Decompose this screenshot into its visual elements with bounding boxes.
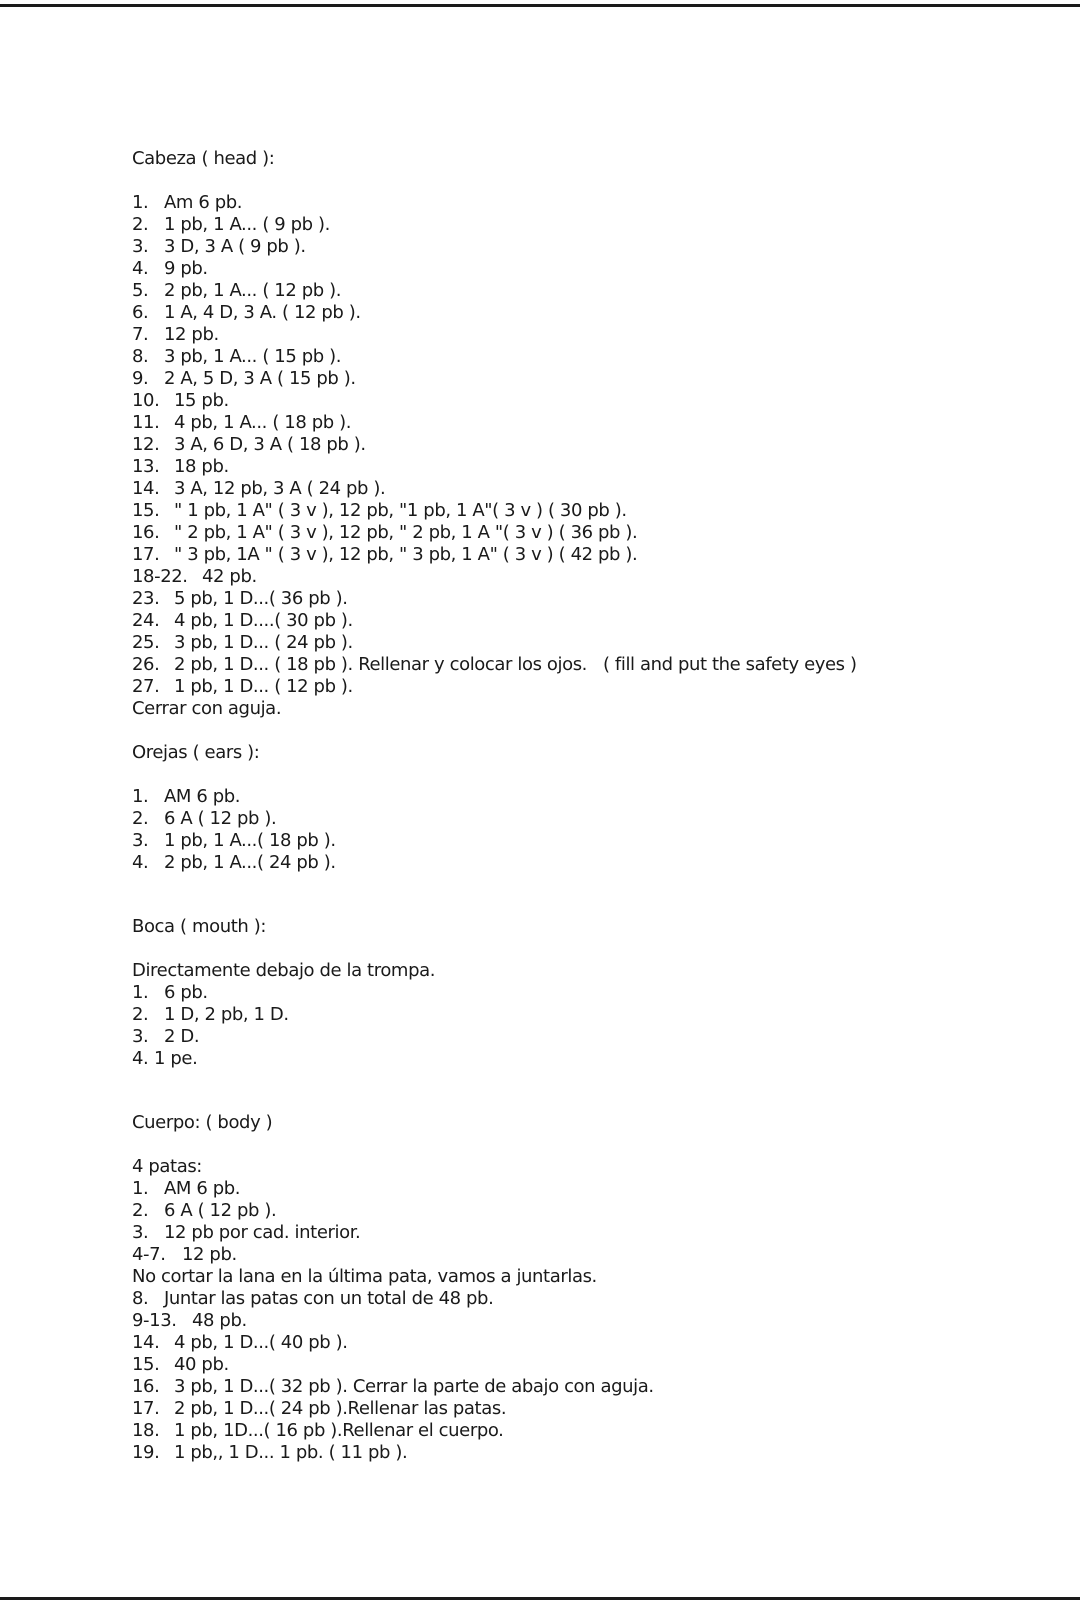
list-item: 4. 2 pb, 1 A...( 24 pb ). — [132, 852, 336, 873]
list-item: 3. 1 pb, 1 A...( 18 pb ). — [132, 830, 336, 851]
list-item: 6. 1 A, 4 D, 3 A. ( 12 pb ). — [132, 302, 361, 323]
body-note: No cortar la lana en la última pata, vamos a juntarlas. — [132, 1266, 597, 1287]
list-item: 3. 3 D, 3 A ( 9 pb ). — [132, 236, 306, 257]
list-item: 18. 1 pb, 1D...( 16 pb ).Rellenar el cuerpo. — [132, 1420, 504, 1441]
list-item: 4. 9 pb. — [132, 258, 208, 279]
top-rule — [0, 4, 1080, 7]
list-item: 9-13. 48 pb. — [132, 1310, 247, 1331]
section-subtitle: 4 patas: — [132, 1156, 202, 1177]
list-item: 5. 2 pb, 1 A... ( 12 pb ). — [132, 280, 342, 301]
list-item: 1. 6 pb. — [132, 982, 208, 1003]
list-item: 15. " 1 pb, 1 A" ( 3 v ), 12 pb, "1 pb, 1 A"( 3 v ) ( 30 pb ). — [132, 500, 627, 521]
list-item: 2. 6 A ( 12 pb ). — [132, 808, 277, 829]
list-item: 16. " 2 pb, 1 A" ( 3 v ), 12 pb, " 2 pb, 1 A "( 3 v ) ( 36 pb ). — [132, 522, 638, 543]
section-title-mouth: Boca ( mouth ): — [132, 916, 266, 937]
list-item: 27. 1 pb, 1 D... ( 12 pb ). — [132, 676, 353, 697]
list-item: 8. Juntar las patas con un total de 48 pb. — [132, 1288, 494, 1309]
list-item: 8. 3 pb, 1 A... ( 15 pb ). — [132, 346, 342, 367]
list-item: 11. 4 pb, 1 A... ( 18 pb ). — [132, 412, 352, 433]
list-item: 13. 18 pb. — [132, 456, 229, 477]
list-item: 10. 15 pb. — [132, 390, 229, 411]
list-item: 15. 40 pb. — [132, 1354, 229, 1375]
section-intro: Directamente debajo de la trompa. — [132, 960, 436, 981]
list-item: 3. 12 pb por cad. interior. — [132, 1222, 361, 1243]
closing-note: Cerrar con aguja. — [132, 698, 282, 719]
list-item: 14. 4 pb, 1 D...( 40 pb ). — [132, 1332, 348, 1353]
list-item: 17. " 3 pb, 1A " ( 3 v ), 12 pb, " 3 pb, 1 A" ( 3 v ) ( 42 pb ). — [132, 544, 638, 565]
list-item: 19. 1 pb,, 1 D... 1 pb. ( 11 pb ). — [132, 1442, 408, 1463]
list-item: 7. 12 pb. — [132, 324, 219, 345]
list-item: 4-7. 12 pb. — [132, 1244, 237, 1265]
list-item: 25. 3 pb, 1 D... ( 24 pb ). — [132, 632, 353, 653]
list-item: 12. 3 A, 6 D, 3 A ( 18 pb ). — [132, 434, 366, 455]
list-item: 2. 1 D, 2 pb, 1 D. — [132, 1004, 289, 1025]
list-item: 16. 3 pb, 1 D...( 32 pb ). Cerrar la parte de abajo con aguja. — [132, 1376, 654, 1397]
list-item: 1. Am 6 pb. — [132, 192, 243, 213]
list-item: 18-22. 42 pb. — [132, 566, 257, 587]
list-item: 23. 5 pb, 1 D...( 36 pb ). — [132, 588, 348, 609]
section-title-ears: Orejas ( ears ): — [132, 742, 260, 763]
section-title-body: Cuerpo: ( body ) — [132, 1112, 273, 1133]
section-title-head: Cabeza ( head ): — [132, 148, 275, 169]
list-item: 4. 1 pe. — [132, 1048, 198, 1069]
list-item: 1. AM 6 pb. — [132, 786, 241, 807]
list-item: 9. 2 A, 5 D, 3 A ( 15 pb ). — [132, 368, 356, 389]
bottom-rule — [0, 1597, 1080, 1600]
list-item: 14. 3 A, 12 pb, 3 A ( 24 pb ). — [132, 478, 386, 499]
list-item: 2. 6 A ( 12 pb ). — [132, 1200, 277, 1221]
list-item: 1. AM 6 pb. — [132, 1178, 241, 1199]
list-item: 26. 2 pb, 1 D... ( 18 pb ). Rellenar y colocar los ojos. ( fill and put the safety eyes ) — [132, 654, 857, 675]
list-item: 17. 2 pb, 1 D...( 24 pb ).Rellenar las patas. — [132, 1398, 507, 1419]
list-item: 24. 4 pb, 1 D....( 30 pb ). — [132, 610, 353, 631]
list-item: 2. 1 pb, 1 A... ( 9 pb ). — [132, 214, 330, 235]
list-item: 3. 2 D. — [132, 1026, 200, 1047]
